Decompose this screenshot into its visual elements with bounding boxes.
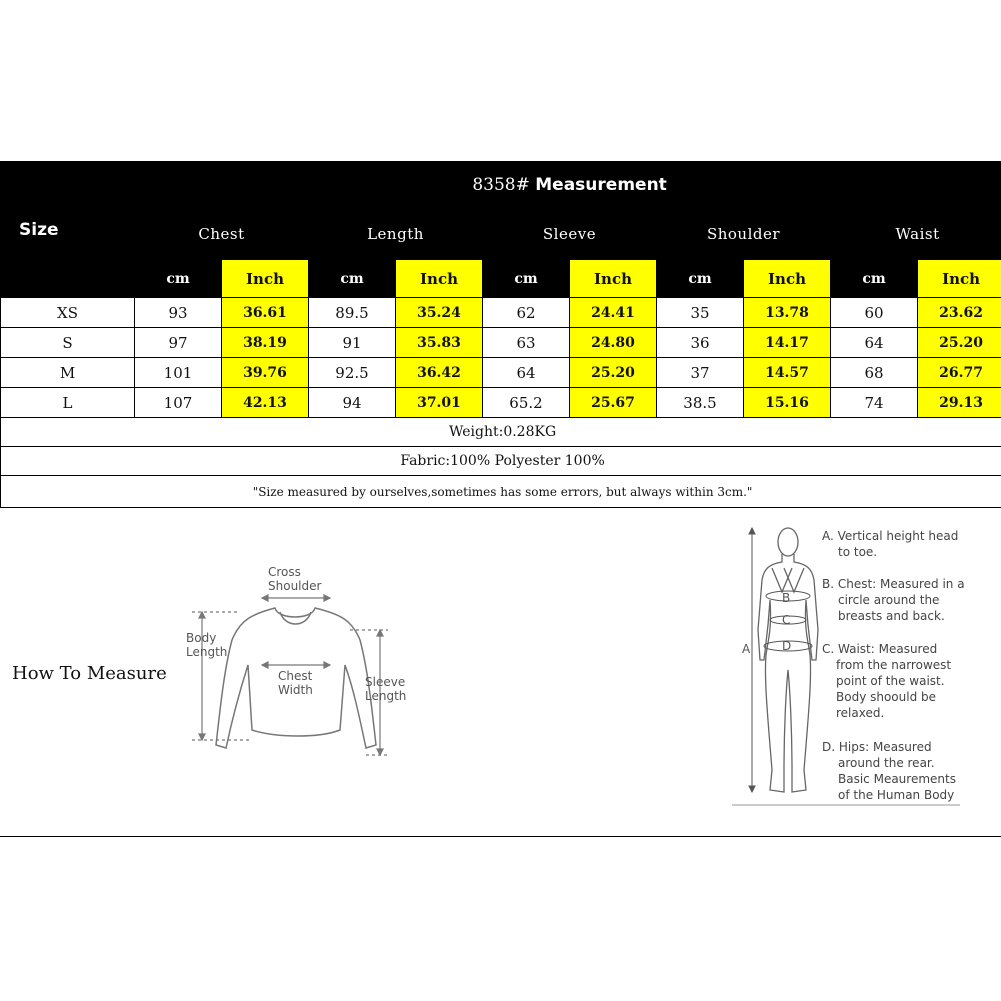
sleeve-cm: 65.2 <box>483 388 570 418</box>
length-inch: 36.42 <box>396 358 483 388</box>
label-chest-width: Width <box>278 683 313 697</box>
body-label-b: B <box>782 591 791 605</box>
weight-info: Weight:0.28KG <box>1 418 1001 447</box>
sleeve-inch: 25.67 <box>570 388 657 418</box>
sleeve-cm: 64 <box>483 358 570 388</box>
label-cross: Cross <box>268 565 301 579</box>
shoulder-inch: 15.16 <box>744 388 831 418</box>
shoulder-inch: 14.17 <box>744 328 831 358</box>
category-length: Length <box>309 208 483 260</box>
length-cm: 92.5 <box>309 358 396 388</box>
category-shoulder: Shoulder <box>657 208 831 260</box>
legend-line: to toe. <box>838 545 878 559</box>
shoulder-cm: 36 <box>657 328 744 358</box>
waist-cm: 60 <box>831 298 918 328</box>
shoulder-inch: 13.78 <box>744 298 831 328</box>
chest-inch: 36.61 <box>222 298 309 328</box>
category-chest: Chest <box>135 208 309 260</box>
shoulder-cm: 37 <box>657 358 744 388</box>
legend-item-d <box>822 739 956 803</box>
length-inch: 35.24 <box>396 298 483 328</box>
legend-line: relaxed. <box>836 706 885 720</box>
waist-inch: 25.20 <box>918 328 1001 358</box>
label-chest: Chest <box>278 669 313 683</box>
waist-cm: 64 <box>831 328 918 358</box>
legend-line: Basic Meaurements <box>838 772 956 786</box>
legend-line: A. Vertical height head <box>822 529 959 543</box>
row-size: L <box>1 388 135 418</box>
legend-line: from the narrowest <box>836 658 952 672</box>
row-size: M <box>1 358 135 388</box>
legend-item-b <box>822 576 965 624</box>
size-table <box>0 161 1001 508</box>
label-body: Body <box>186 631 217 645</box>
chest-cm: 97 <box>135 328 222 358</box>
unit-inch: Inch <box>918 260 1001 298</box>
length-cm: 89.5 <box>309 298 396 328</box>
how-to-measure-title: How To Measure <box>12 663 167 684</box>
fabric-info: Fabric:100% Polyester 100% <box>1 447 1001 476</box>
sleeve-cm: 62 <box>483 298 570 328</box>
label-body-length: Length <box>186 645 228 659</box>
legend-line: C. Waist: Measured <box>822 642 938 656</box>
size-header: Size <box>1 162 135 298</box>
unit-inch: Inch <box>570 260 657 298</box>
legend-line: around the rear. <box>838 756 935 770</box>
body-label-c: C <box>782 613 791 627</box>
shoulder-cm: 38.5 <box>657 388 744 418</box>
row-size: XS <box>1 298 135 328</box>
label-sleeve-length: Length <box>365 689 407 703</box>
unit-inch: Inch <box>222 260 309 298</box>
waist-inch: 29.13 <box>918 388 1001 418</box>
unit-inch: Inch <box>396 260 483 298</box>
body-label-d: D <box>782 639 792 653</box>
waist-inch: 26.77 <box>918 358 1001 388</box>
shoulder-cm: 35 <box>657 298 744 328</box>
table-row <box>1 328 1001 358</box>
label-sleeve: Sleeve <box>365 675 406 689</box>
table-row <box>1 298 1001 328</box>
chest-cm: 101 <box>135 358 222 388</box>
unit-cm: cm <box>135 260 222 298</box>
unit-cm: cm <box>309 260 396 298</box>
legend-line: of the Human Body <box>838 788 955 802</box>
legend-line: point of the waist. <box>836 674 945 688</box>
chest-inch: 39.76 <box>222 358 309 388</box>
body-label-a: A <box>742 642 751 656</box>
sleeve-cm: 63 <box>483 328 570 358</box>
chest-cm: 107 <box>135 388 222 418</box>
length-inch: 37.01 <box>396 388 483 418</box>
legend-line: circle around the <box>838 593 940 607</box>
legend-item-a <box>822 528 958 560</box>
legend-line: D. Hips: Measured <box>822 740 932 754</box>
unit-cm: cm <box>483 260 570 298</box>
row-size: S <box>1 328 135 358</box>
legend-line: B. Chest: Measured in a <box>822 577 965 591</box>
length-cm: 91 <box>309 328 396 358</box>
chest-inch: 42.13 <box>222 388 309 418</box>
waist-inch: 23.62 <box>918 298 1001 328</box>
chest-inch: 38.19 <box>222 328 309 358</box>
category-sleeve: Sleeve <box>483 208 657 260</box>
legend-line: Body shoould be <box>836 690 937 704</box>
unit-cm: cm <box>831 260 918 298</box>
title-code: 8358# <box>472 174 530 195</box>
sleeve-inch: 24.80 <box>570 328 657 358</box>
shirt-measurement-diagram <box>180 560 420 770</box>
unit-inch: Inch <box>744 260 831 298</box>
bottom-divider <box>0 836 1001 837</box>
waist-cm: 74 <box>831 388 918 418</box>
sleeve-inch: 24.41 <box>570 298 657 328</box>
sleeve-inch: 25.20 <box>570 358 657 388</box>
table-title <box>135 162 1001 208</box>
table-row <box>1 358 1001 388</box>
waist-cm: 68 <box>831 358 918 388</box>
unit-cm: cm <box>657 260 744 298</box>
legend-item-c <box>822 641 951 721</box>
length-inch: 35.83 <box>396 328 483 358</box>
label-shoulder: Shoulder <box>268 579 322 593</box>
table-row <box>1 388 1001 418</box>
chest-cm: 93 <box>135 298 222 328</box>
length-cm: 94 <box>309 388 396 418</box>
shoulder-inch: 14.57 <box>744 358 831 388</box>
legend-line: breasts and back. <box>838 609 945 623</box>
measurement-note: "Size measured by ourselves,sometimes has some errors, but always within 3cm." <box>1 476 1001 508</box>
title-word: Measurement <box>535 174 667 195</box>
category-waist: Waist <box>831 208 1001 260</box>
